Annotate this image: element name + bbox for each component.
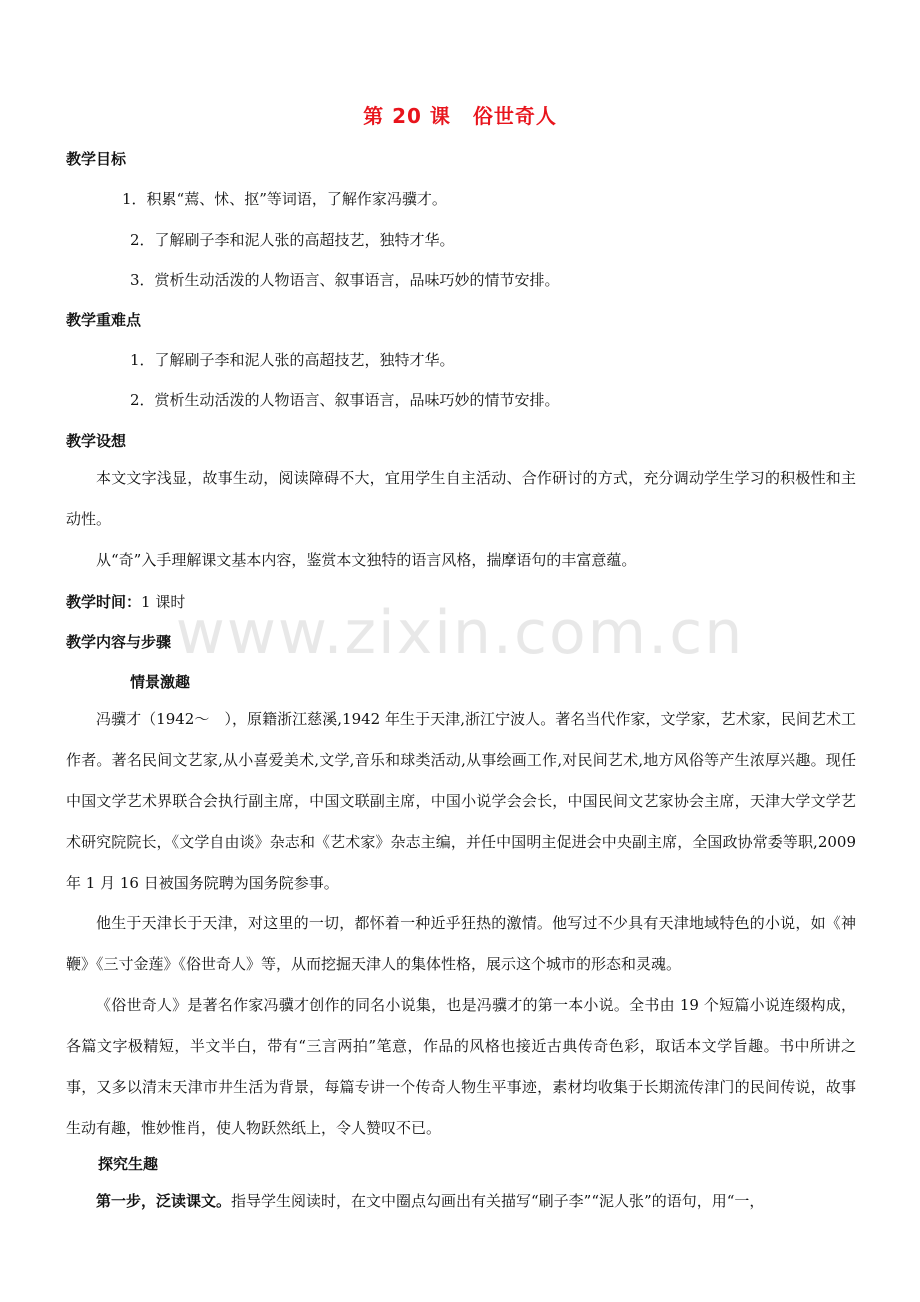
author-paragraph-2: 他生于天津长于天津，对这里的一切，都怀着一种近乎狂热的激情。他写过不少具有天津地域特色的小说，如《神鞭》《三寸金莲》《俗世奇人》等，从而挖掘天津人的集体性格，展示这个城市的形态和灵魂。 [66, 914, 856, 973]
step-one-paragraph [66, 1181, 856, 1222]
difficulty-item-2: 2．赏析生动活泼的人物语言、叙事语言，品味巧妙的情节安排。 [130, 391, 560, 409]
step-one-label: 第一步，泛读课文。 [96, 1192, 232, 1210]
teaching-time-value: 1 课时 [141, 593, 186, 611]
teaching-time [66, 591, 185, 612]
subheading-explore: 探究生趣 [98, 1155, 159, 1173]
goal-item-3: 3．赏析生动活泼的人物语言、叙事语言，品味巧妙的情节安排。 [130, 271, 560, 289]
goal-item-1: 1．积累“蔫、怵、抠”等词语，了解作家冯骥才。 [122, 190, 447, 208]
goal-item-2: 2．了解刷子李和泥人张的高超技艺，独特才华。 [130, 231, 455, 249]
watermark: www.zixin.com.cn [175, 598, 745, 668]
teaching-time-label: 教学时间： [66, 593, 142, 611]
lesson-title [0, 100, 920, 129]
step-one-text: 指导学生阅读时，在文中圈点勾画出有关描写“刷子李”“泥人张”的语句，用“一， [231, 1192, 765, 1210]
subheading-scene: 情景激趣 [130, 673, 191, 691]
goals-heading: 教学目标 [66, 150, 127, 168]
difficulties-heading: 教学重难点 [66, 311, 142, 329]
book-paragraph: 《俗世奇人》是著名作家冯骥才创作的同名小说集，也是冯骥才的第一本小说。全书由 19 个短篇小说连缀构成，各篇文字极精短，半文半白，带有“三言两拍”笔意，作品的风格也接近古典传奇色彩，取话本文学旨趣。书中所讲之事，又多以清末天津市井生活为背景，每篇专讲一个传奇人物生平事迹，素材均收集于长期流传津门的民间传说，故事生动有趣，惟妙惟肖，使人物跃然纸上，令人赞叹不已。 [66, 996, 856, 1137]
author-paragraph: 冯骥才（1942～ ），原籍浙江慈溪,1942 年生于天津,浙江宁波人。著名当代作家，文学家，艺术家，民间艺术工作者。著名民间文艺家,从小喜爱美术,文学,音乐和球类活动,从事绘画工作,对民间艺术,地方风俗等产生浓厚兴趣。现任中国文学艺术界联合会执行副主席，中国文联副主席，中国小说学会会长，中国民间文艺家协会主席，天津大学文学艺术研究院院长，《文学自由谈》杂志和《艺术家》杂志主编，并任中国明主促进会中央副主席，全国政协常委等职,2009 年 1 月 16 日被国务院聘为国务院参事。 [66, 710, 856, 892]
design-paragraph-2: 从“奇”入手理解课文基本内容，鉴赏本文独特的语言风格，揣摩语句的丰富意蕴。 [96, 551, 637, 569]
design-heading: 教学设想 [66, 432, 127, 450]
difficulty-item-1: 1．了解刷子李和泥人张的高超技艺，独特才华。 [130, 351, 455, 369]
lesson-number: 第 20 课 [363, 104, 451, 128]
design-paragraph-1: 本文文字浅显，故事生动，阅读障碍不大，宜用学生自主活动、合作研讨的方式，充分调动学生学习的积极性和主动性。 [66, 469, 856, 528]
lesson-name: 俗世奇人 [472, 104, 557, 128]
steps-heading: 教学内容与步骤 [66, 633, 172, 651]
